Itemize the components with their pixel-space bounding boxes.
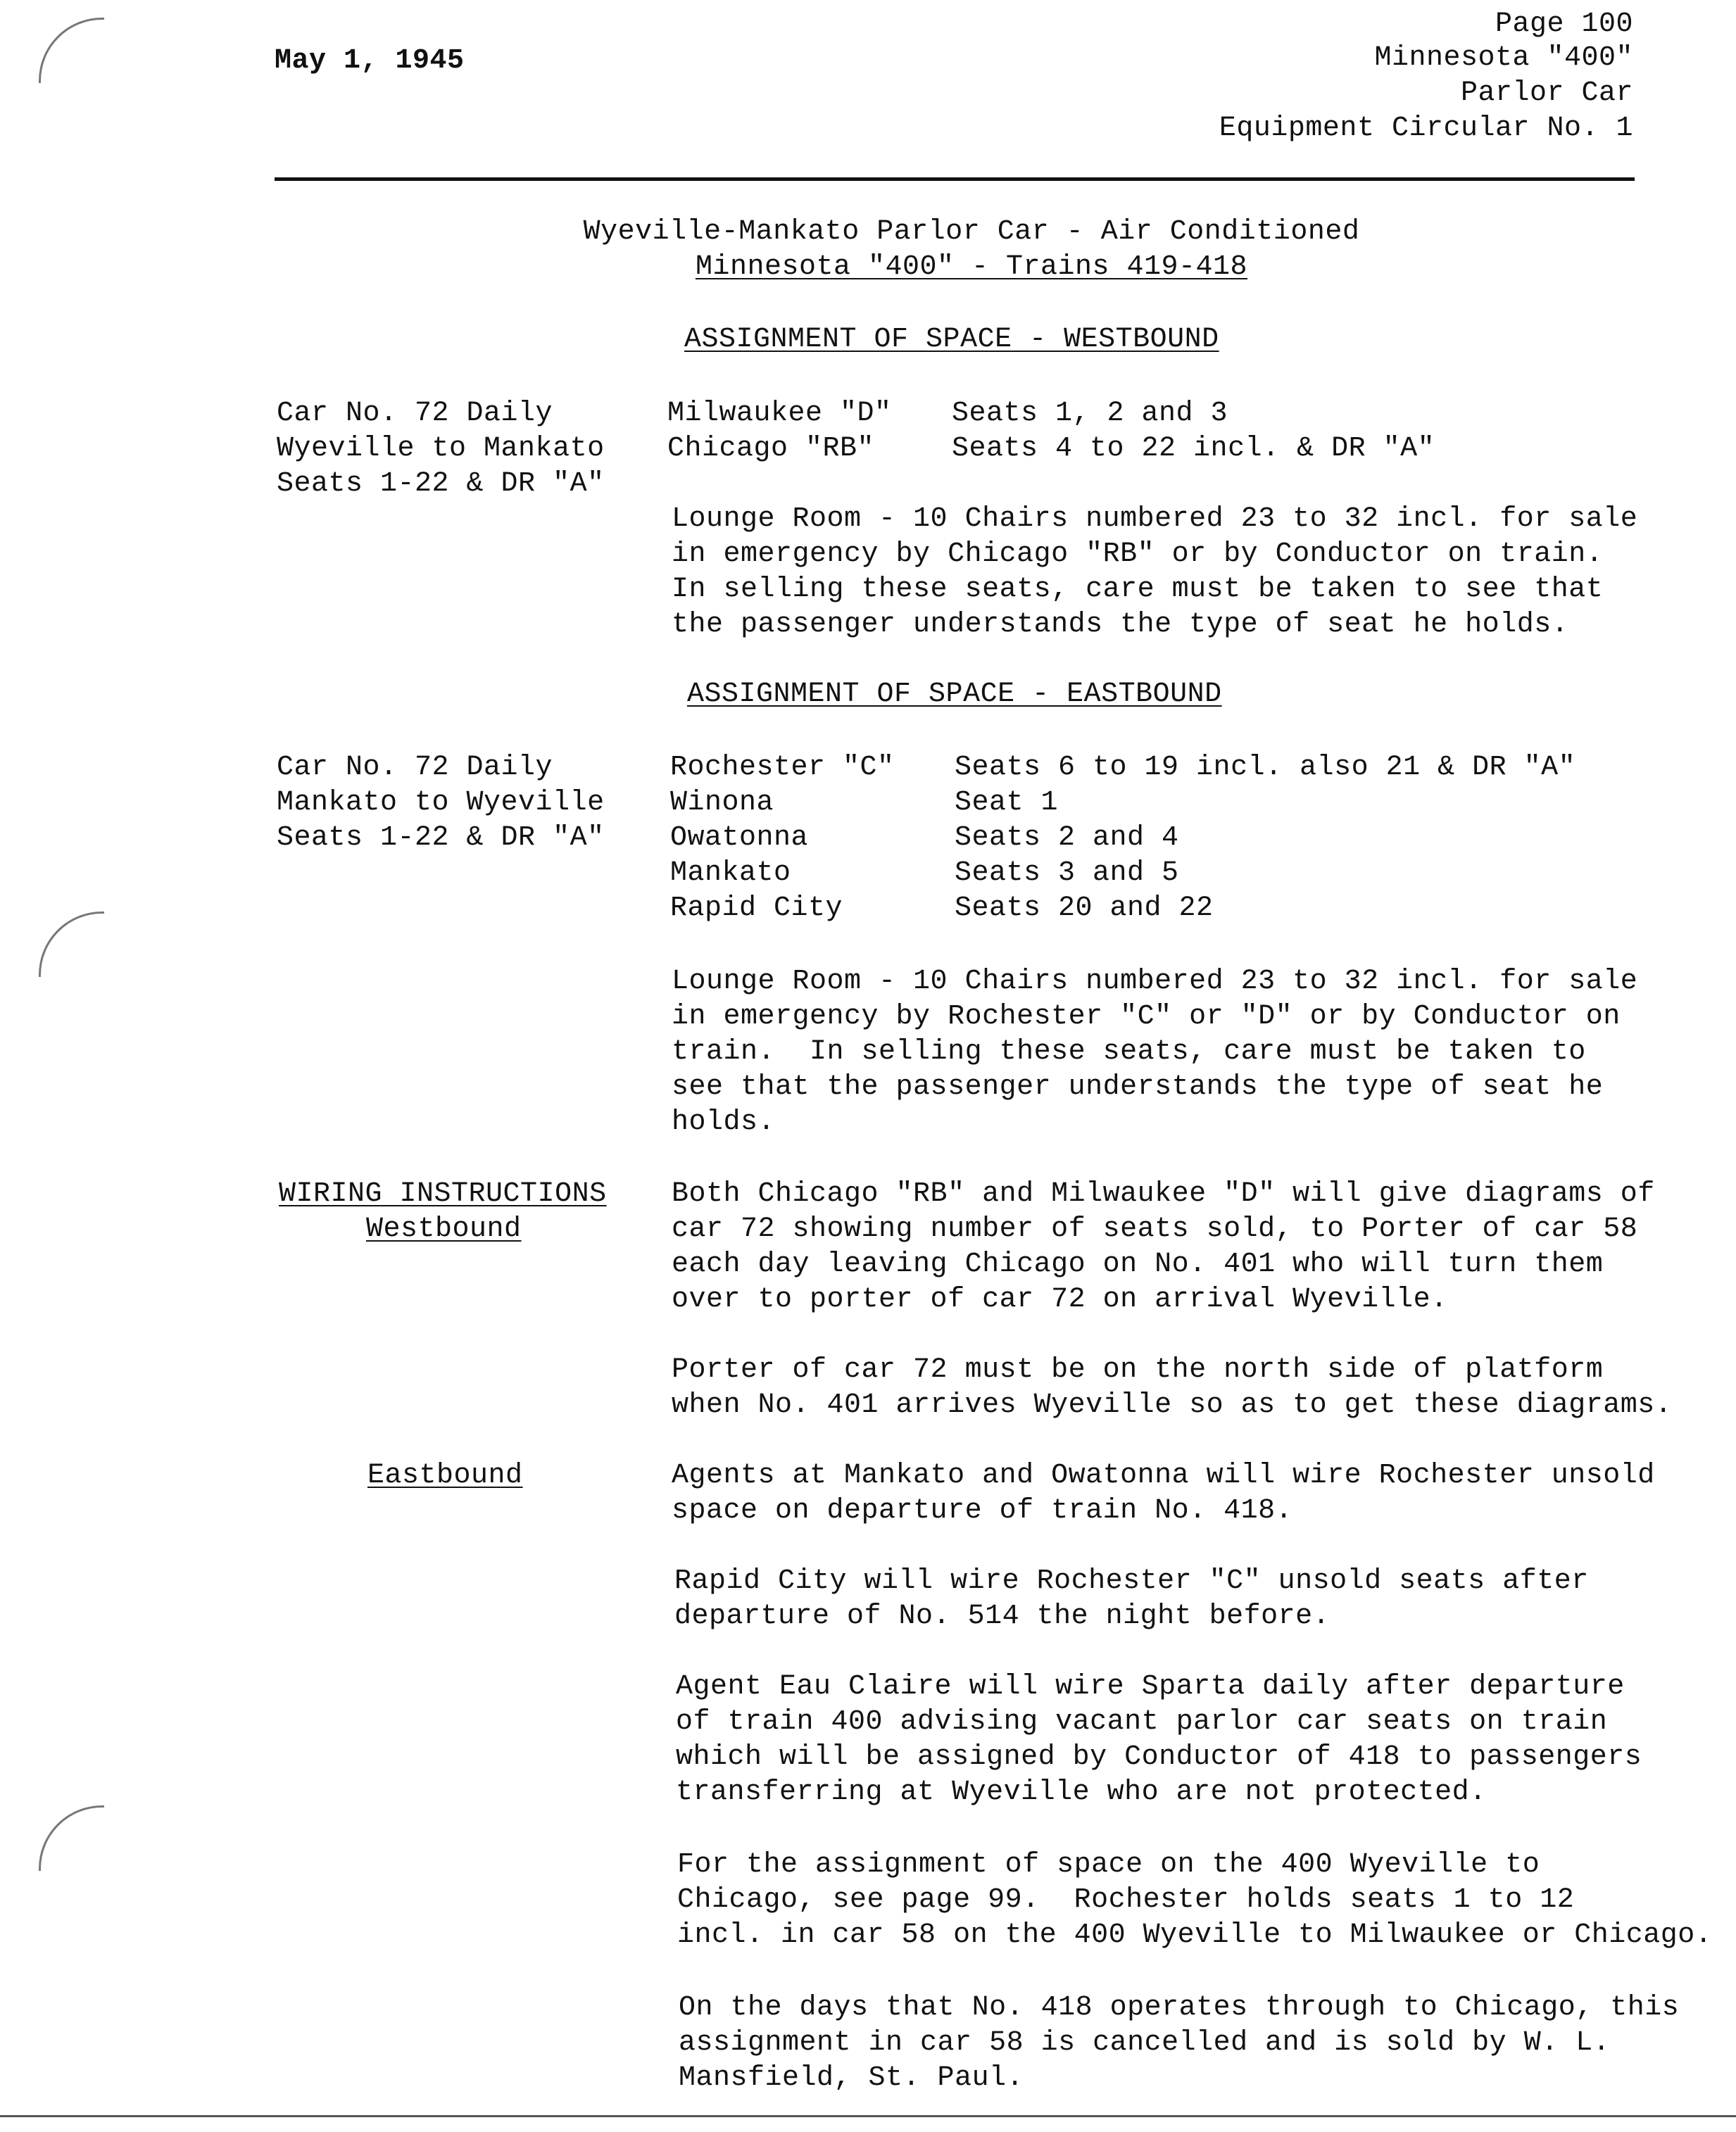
- paragraph-line: car 72 showing number of seats sold, to Porter of car 58: [672, 1213, 1638, 1245]
- office-name: Rapid City: [670, 892, 843, 924]
- seat-assignment: Seats 3 and 5: [955, 857, 1179, 889]
- paragraph-line: Agent Eau Claire will wire Sparta daily after departure: [676, 1671, 1625, 1703]
- office-name: Mankato: [670, 857, 791, 889]
- hole-punch-mark-middle: [39, 912, 104, 977]
- seat-assignment: Seat 1: [955, 787, 1059, 819]
- paragraph-line: over to porter of car 72 on arrival Wyeville.: [672, 1284, 1448, 1316]
- paragraph-line: the passenger understands the type of seat he holds.: [672, 609, 1569, 641]
- paragraph-line: On the days that No. 418 operates through to Chicago, this: [679, 1992, 1680, 2024]
- westbound-heading: ASSIGNMENT OF SPACE - WESTBOUND: [684, 324, 1219, 355]
- paragraph-line: Lounge Room - 10 Chairs numbered 23 to 32 incl. for sale: [672, 503, 1638, 535]
- paragraph-line: incl. in car 58 on the 400 Wyeville to Milwaukee or Chicago.: [677, 1919, 1713, 1951]
- eastbound-car-line: Seats 1-22 & DR "A": [277, 822, 605, 854]
- westbound-car-line: Seats 1-22 & DR "A": [277, 468, 605, 500]
- page-number: Page 100: [1495, 8, 1633, 40]
- paragraph-line: In selling these seats, care must be taken to see that: [672, 574, 1604, 605]
- wiring-eastbound-label: Eastbound: [367, 1460, 523, 1491]
- office-name: Milwaukee "D": [667, 398, 892, 429]
- paragraph-line: train. In selling these seats, care must be taken to: [672, 1036, 1586, 1068]
- paragraph-line: assignment in car 58 is cancelled and is sold by W. L.: [679, 2027, 1611, 2059]
- seat-assignment: Seats 4 to 22 incl. & DR "A": [952, 433, 1435, 465]
- paragraph-line: Rapid City will wire Rochester "C" unsold seats after: [674, 1565, 1589, 1597]
- paragraph-line: space on departure of train No. 418.: [672, 1495, 1293, 1527]
- wiring-westbound-label: Westbound: [366, 1213, 522, 1245]
- hole-punch-mark-bottom: [39, 1805, 104, 1871]
- document-date: May 1, 1945: [275, 45, 465, 77]
- wiring-instructions-heading: WIRING INSTRUCTIONS: [279, 1178, 607, 1210]
- paragraph-line: holds.: [672, 1106, 776, 1138]
- office-name: Owatonna: [670, 822, 809, 854]
- circular-number: Equipment Circular No. 1: [1219, 113, 1633, 144]
- eastbound-heading: ASSIGNMENT OF SPACE - EASTBOUND: [687, 679, 1222, 710]
- office-name: Chicago "RB": [667, 433, 875, 465]
- paragraph-line: each day leaving Chicago on No. 401 who will turn them: [672, 1249, 1604, 1280]
- paragraph-line: For the assignment of space on the 400 Wyeville to: [677, 1849, 1540, 1881]
- car-type: Parlor Car: [1460, 77, 1633, 109]
- office-name: Winona: [670, 787, 774, 819]
- paragraph-line: which will be assigned by Conductor of 418 to passengers: [676, 1741, 1642, 1773]
- train-name: Minnesota "400": [1374, 42, 1633, 74]
- paragraph-line: departure of No. 514 the night before.: [674, 1601, 1331, 1632]
- seat-assignment: Seats 20 and 22: [955, 892, 1214, 924]
- paragraph-line: in emergency by Chicago "RB" or by Conductor on train.: [672, 538, 1604, 570]
- paragraph-line: Agents at Mankato and Owatonna will wire Rochester unsold: [672, 1460, 1655, 1491]
- scan-bottom-edge: [0, 2115, 1736, 2117]
- header-rule: [275, 177, 1635, 181]
- document-subtitle: Minnesota "400" - Trains 419-418: [695, 251, 1248, 283]
- paragraph-line: transferring at Wyeville who are not protected.: [676, 1777, 1487, 1808]
- paragraph-line: Chicago, see page 99. Rochester holds seats 1 to 12: [677, 1884, 1575, 1916]
- eastbound-car-line: Car No. 72 Daily: [277, 752, 553, 783]
- document-title: Wyeville-Mankato Parlor Car - Air Conditioned: [583, 216, 1360, 248]
- paragraph-line: Lounge Room - 10 Chairs numbered 23 to 32 incl. for sale: [672, 966, 1638, 997]
- office-name: Rochester "C": [670, 752, 895, 783]
- westbound-car-line: Wyeville to Mankato: [277, 433, 605, 465]
- paragraph-line: Mansfield, St. Paul.: [679, 2062, 1024, 2094]
- paragraph-line: in emergency by Rochester "C" or "D" or by Conductor on: [672, 1001, 1621, 1033]
- eastbound-car-line: Mankato to Wyeville: [277, 787, 605, 819]
- seat-assignment: Seats 1, 2 and 3: [952, 398, 1228, 429]
- paragraph-line: see that the passenger understands the type of seat he: [672, 1071, 1604, 1103]
- paragraph-line: of train 400 advising vacant parlor car seats on train: [676, 1706, 1608, 1738]
- paragraph-line: Porter of car 72 must be on the north side of platform: [672, 1354, 1604, 1386]
- seat-assignment: Seats 2 and 4: [955, 822, 1179, 854]
- paragraph-line: when No. 401 arrives Wyeville so as to get these diagrams.: [672, 1389, 1673, 1421]
- paragraph-line: Both Chicago "RB" and Milwaukee "D" will give diagrams of: [672, 1178, 1655, 1210]
- hole-punch-mark-top: [39, 18, 104, 83]
- westbound-car-line: Car No. 72 Daily: [277, 398, 553, 429]
- seat-assignment: Seats 6 to 19 incl. also 21 & DR "A": [955, 752, 1576, 783]
